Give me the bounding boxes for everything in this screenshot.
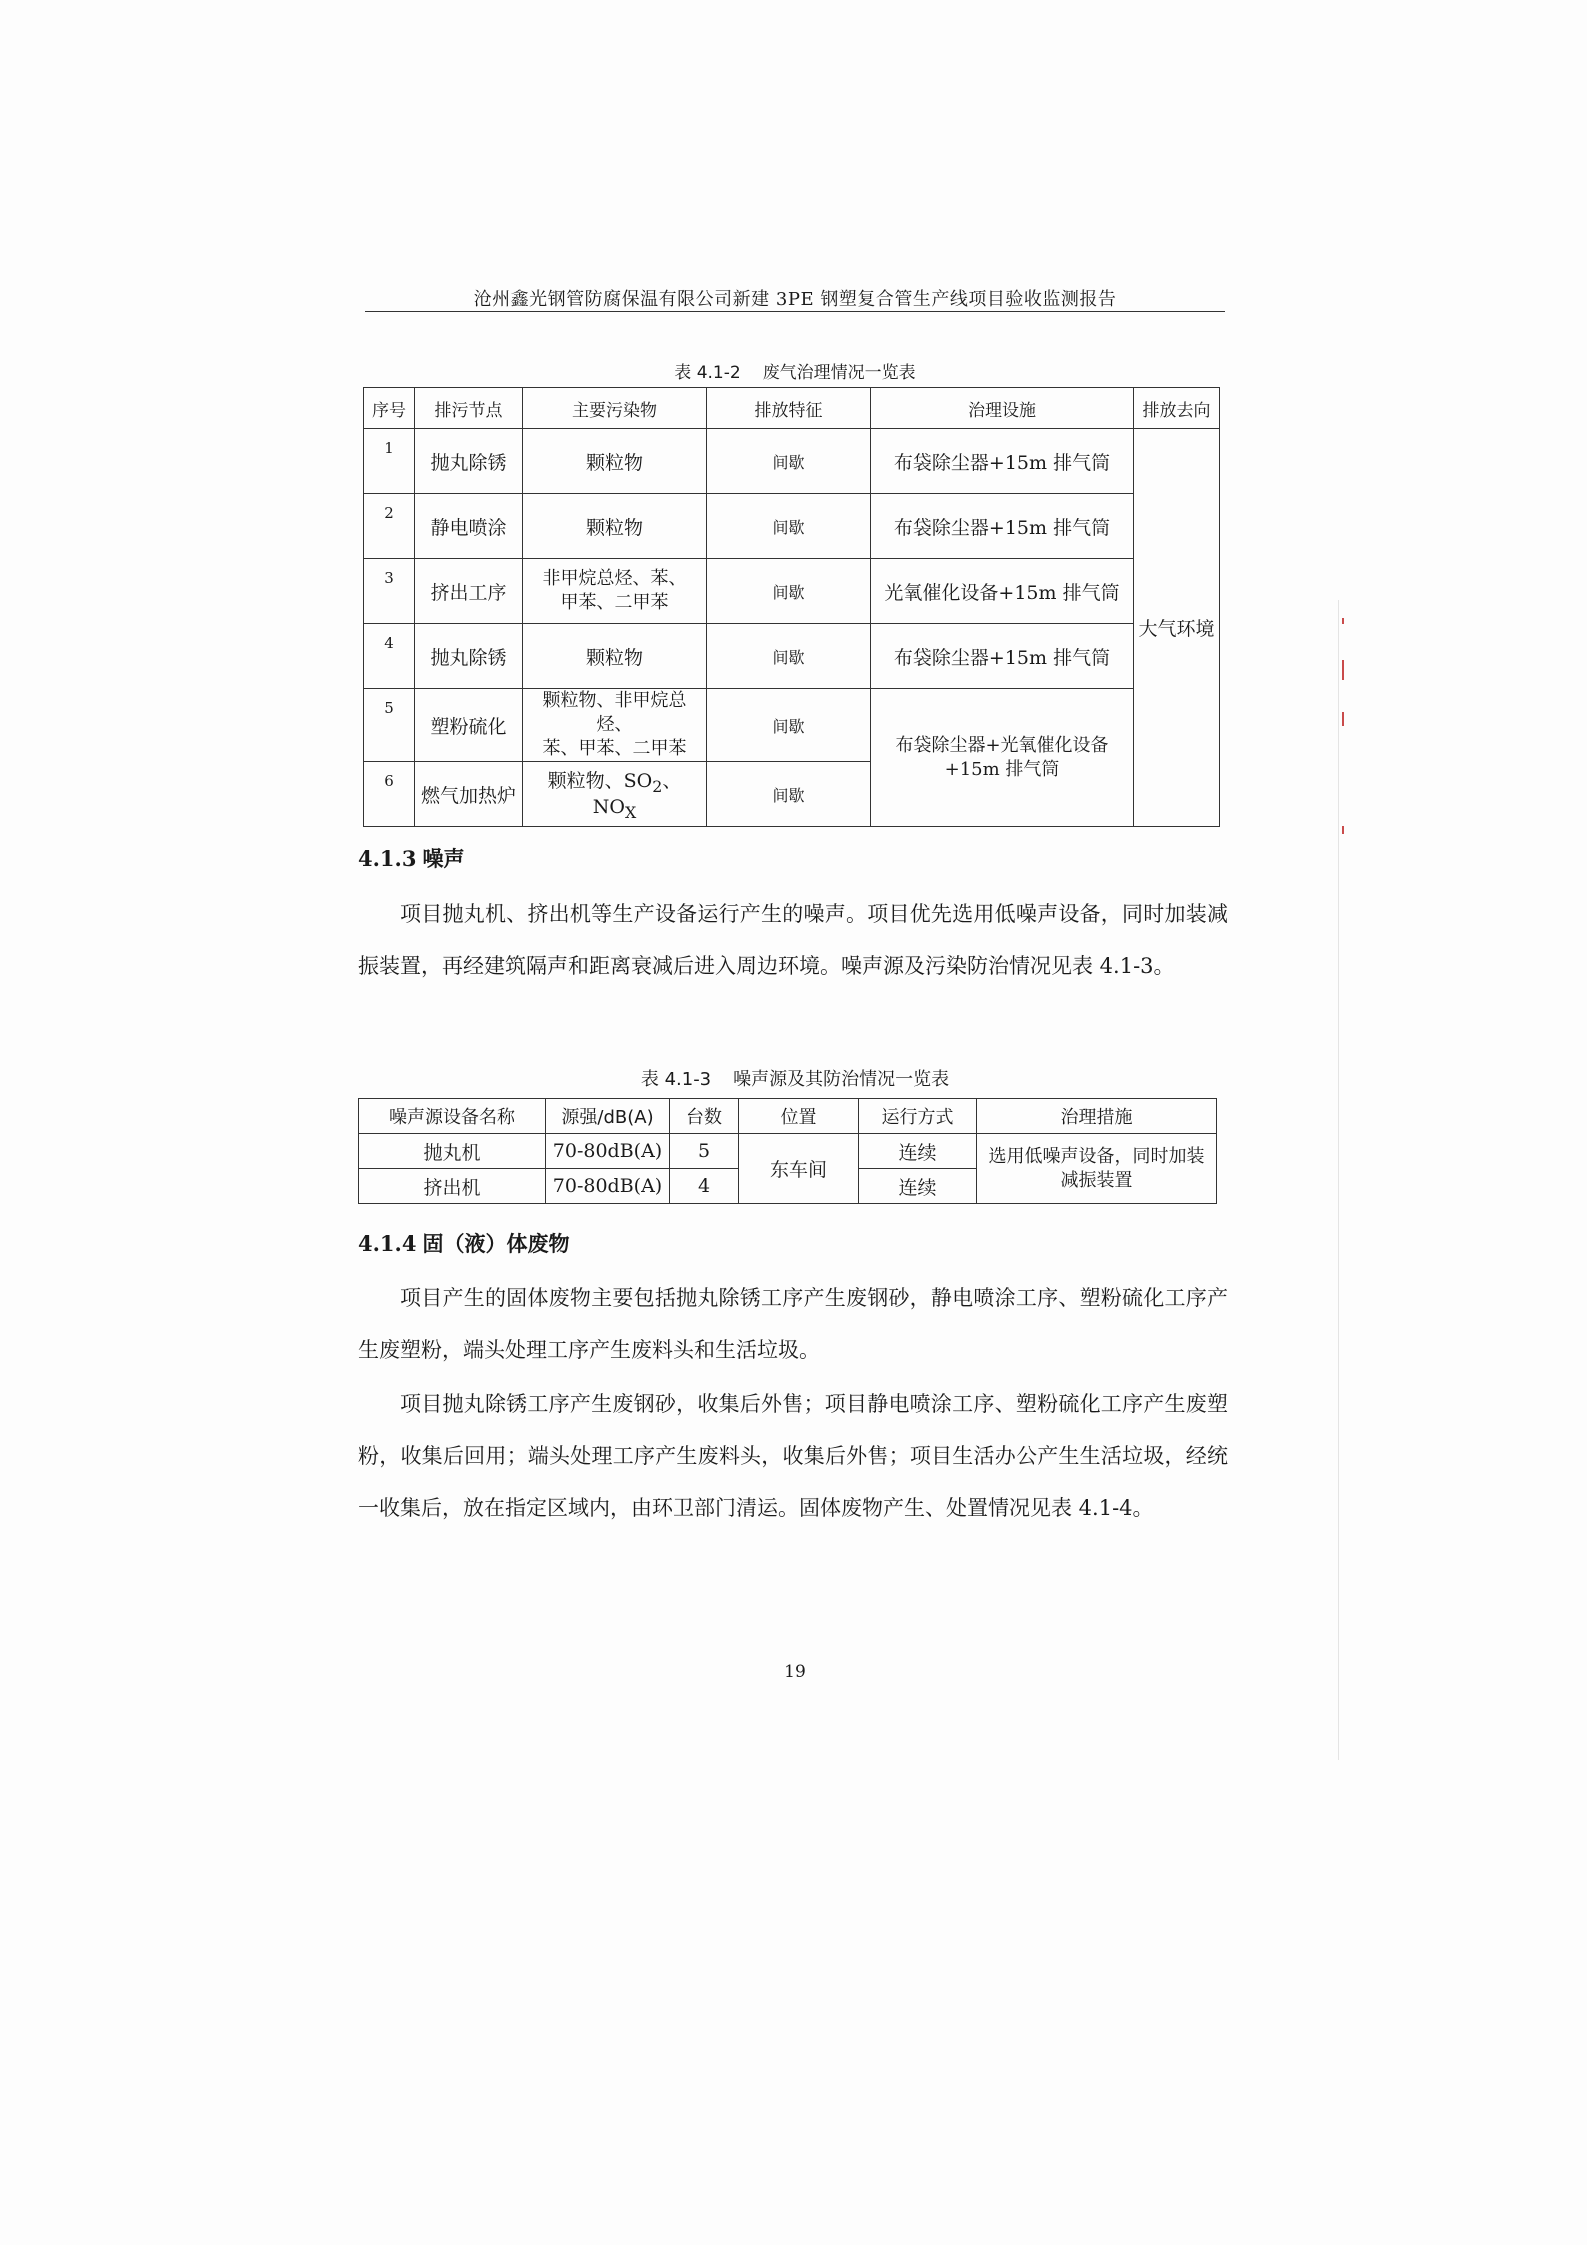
table1-caption	[365, 358, 1225, 383]
row-pollutant	[523, 762, 707, 827]
section-number: 4.1.4	[358, 1231, 417, 1256]
facility-line-2: +15m 排气筒	[944, 758, 1060, 780]
table-row	[364, 559, 1220, 624]
col-header-no: 序号	[364, 388, 415, 429]
pollutant-line-1: 非甲烷总烃、苯、	[542, 568, 687, 589]
scan-mark	[1342, 660, 1344, 680]
pollutant-line-2: 甲苯、二甲苯	[560, 592, 669, 613]
row-mode: 间歇	[707, 494, 871, 559]
table-header-row	[359, 1099, 1217, 1134]
col-header-node: 排污节点	[415, 388, 523, 429]
row-no: 1	[364, 429, 415, 494]
row-no: 5	[364, 689, 415, 762]
row-node: 抛丸除锈	[415, 429, 523, 494]
col-header-device: 噪声源设备名称	[359, 1099, 546, 1134]
col-header-facility: 治理设施	[871, 388, 1134, 429]
pollutant-subscript-2: 2	[652, 777, 663, 796]
col-header-destination: 排放去向	[1134, 388, 1220, 429]
row-no: 3	[364, 559, 415, 624]
row-pollutant	[523, 689, 707, 762]
col-header-operation: 运行方式	[859, 1099, 977, 1134]
section-heading-4-1-3	[358, 843, 464, 873]
col-header-level: 源强/dB(A)	[546, 1099, 670, 1134]
scan-mark	[1342, 618, 1344, 624]
table2-caption	[365, 1065, 1225, 1091]
row-level: 70-80dB(A)	[546, 1169, 670, 1204]
scan-edge-line	[1338, 600, 1339, 1760]
pollutant-part-a: 颗粒物、SO	[547, 770, 653, 793]
table-header-row	[364, 388, 1220, 429]
col-header-pollutant: 主要污染物	[523, 388, 707, 429]
section-number: 4.1.3	[358, 846, 417, 871]
page-header: 沧州鑫光钢管防腐保温有限公司新建 3PE 钢塑复合管生产线项目验收监测报告	[473, 289, 1117, 310]
row-device: 抛丸机	[359, 1134, 546, 1169]
pollutant-line-1: 颗粒物、非甲烷总烃、	[542, 690, 687, 735]
section-title: 固（液）体废物	[422, 1231, 570, 1256]
table1-caption-title: 废气治理情况一览表	[762, 363, 916, 383]
table-row	[364, 624, 1220, 689]
row-device: 挤出机	[359, 1169, 546, 1204]
row-node: 静电喷涂	[415, 494, 523, 559]
row-no: 6	[364, 762, 415, 827]
table2-caption-title: 噪声源及其防治情况一览表	[733, 1069, 950, 1090]
scan-mark	[1342, 826, 1344, 834]
table-row	[364, 494, 1220, 559]
row-node: 塑粉硫化	[415, 689, 523, 762]
solid-waste-paragraph-1: 项目产生的固体废物主要包括抛丸除锈工序产生废钢砂，静电喷涂工序、塑粉硫化工序产生废塑粉，端头处理工序产生废料头和生活垃圾。	[358, 1286, 1228, 1362]
row-count: 5	[670, 1134, 739, 1169]
row-operation: 连续	[859, 1134, 977, 1169]
row-mode: 间歇	[707, 689, 871, 762]
table1-caption-number: 表 4.1-2	[674, 363, 741, 383]
row-no: 4	[364, 624, 415, 689]
col-header-location: 位置	[739, 1099, 859, 1134]
table-row	[359, 1134, 1217, 1169]
pollutant-part-b: 、NO	[592, 770, 682, 818]
col-header-mode: 排放特征	[707, 388, 871, 429]
noise-source-table	[358, 1098, 1217, 1204]
measure-line-1: 选用低噪声设备，同时加装	[988, 1145, 1205, 1167]
row-no: 2	[364, 494, 415, 559]
row-facility: 布袋除尘器+15m 排气筒	[871, 494, 1134, 559]
pollutant-subscript-x: X	[624, 802, 637, 822]
col-header-measure: 治理措施	[977, 1099, 1217, 1134]
row-mode: 间歇	[707, 624, 871, 689]
section-title: 噪声	[422, 846, 465, 871]
row-facility: 布袋除尘器+15m 排气筒	[871, 624, 1134, 689]
facility-line-1: 布袋除尘器+光氧催化设备	[895, 734, 1109, 756]
scan-mark	[1342, 712, 1344, 726]
row-pollutant	[523, 559, 707, 624]
destination-cell: 大气环境	[1134, 429, 1220, 827]
row-pollutant: 颗粒物	[523, 624, 707, 689]
row-mode: 间歇	[707, 429, 871, 494]
col-header-count: 台数	[670, 1099, 739, 1134]
row-mode: 间歇	[707, 559, 871, 624]
row-facility: 光氧催化设备+15m 排气筒	[871, 559, 1134, 624]
merged-facility-cell	[871, 689, 1134, 827]
header-rule	[365, 311, 1225, 312]
row-facility: 布袋除尘器+15m 排气筒	[871, 429, 1134, 494]
table2-caption-number: 表 4.1-3	[640, 1069, 712, 1090]
row-level: 70-80dB(A)	[546, 1134, 670, 1169]
page-number: 19	[784, 1662, 806, 1682]
table-row	[364, 689, 1220, 762]
table-row	[364, 429, 1220, 494]
solid-waste-paragraph-2: 项目抛丸除锈工序产生废钢砂，收集后外售；项目静电喷涂工序、塑粉硫化工序产生废塑粉，收集后回用；端头处理工序产生废料头，收集后外售；项目生活办公产生生活垃圾，经统一收集后，放在指定区域内，由环卫部门清运。固体废物产生、处置情况见表 4.1-4。	[358, 1392, 1228, 1520]
waste-gas-table	[363, 387, 1220, 827]
row-node: 挤出工序	[415, 559, 523, 624]
row-count: 4	[670, 1169, 739, 1204]
row-operation: 连续	[859, 1169, 977, 1204]
measure-cell	[977, 1134, 1217, 1204]
row-mode: 间歇	[707, 762, 871, 827]
noise-paragraph: 项目抛丸机、挤出机等生产设备运行产生的噪声。项目优先选用低噪声设备，同时加装减振装置，再经建筑隔声和距离衰减后进入周边环境。噪声源及污染防治情况见表 4.1-3。	[358, 902, 1228, 978]
pollutant-line-2: 苯、甲苯、二甲苯	[542, 738, 687, 759]
location-cell: 东车间	[739, 1134, 859, 1204]
row-pollutant: 颗粒物	[523, 429, 707, 494]
row-node: 燃气加热炉	[415, 762, 523, 827]
row-pollutant: 颗粒物	[523, 494, 707, 559]
row-node: 抛丸除锈	[415, 624, 523, 689]
section-heading-4-1-4	[358, 1228, 569, 1258]
measure-line-2: 减振装置	[1060, 1169, 1133, 1191]
